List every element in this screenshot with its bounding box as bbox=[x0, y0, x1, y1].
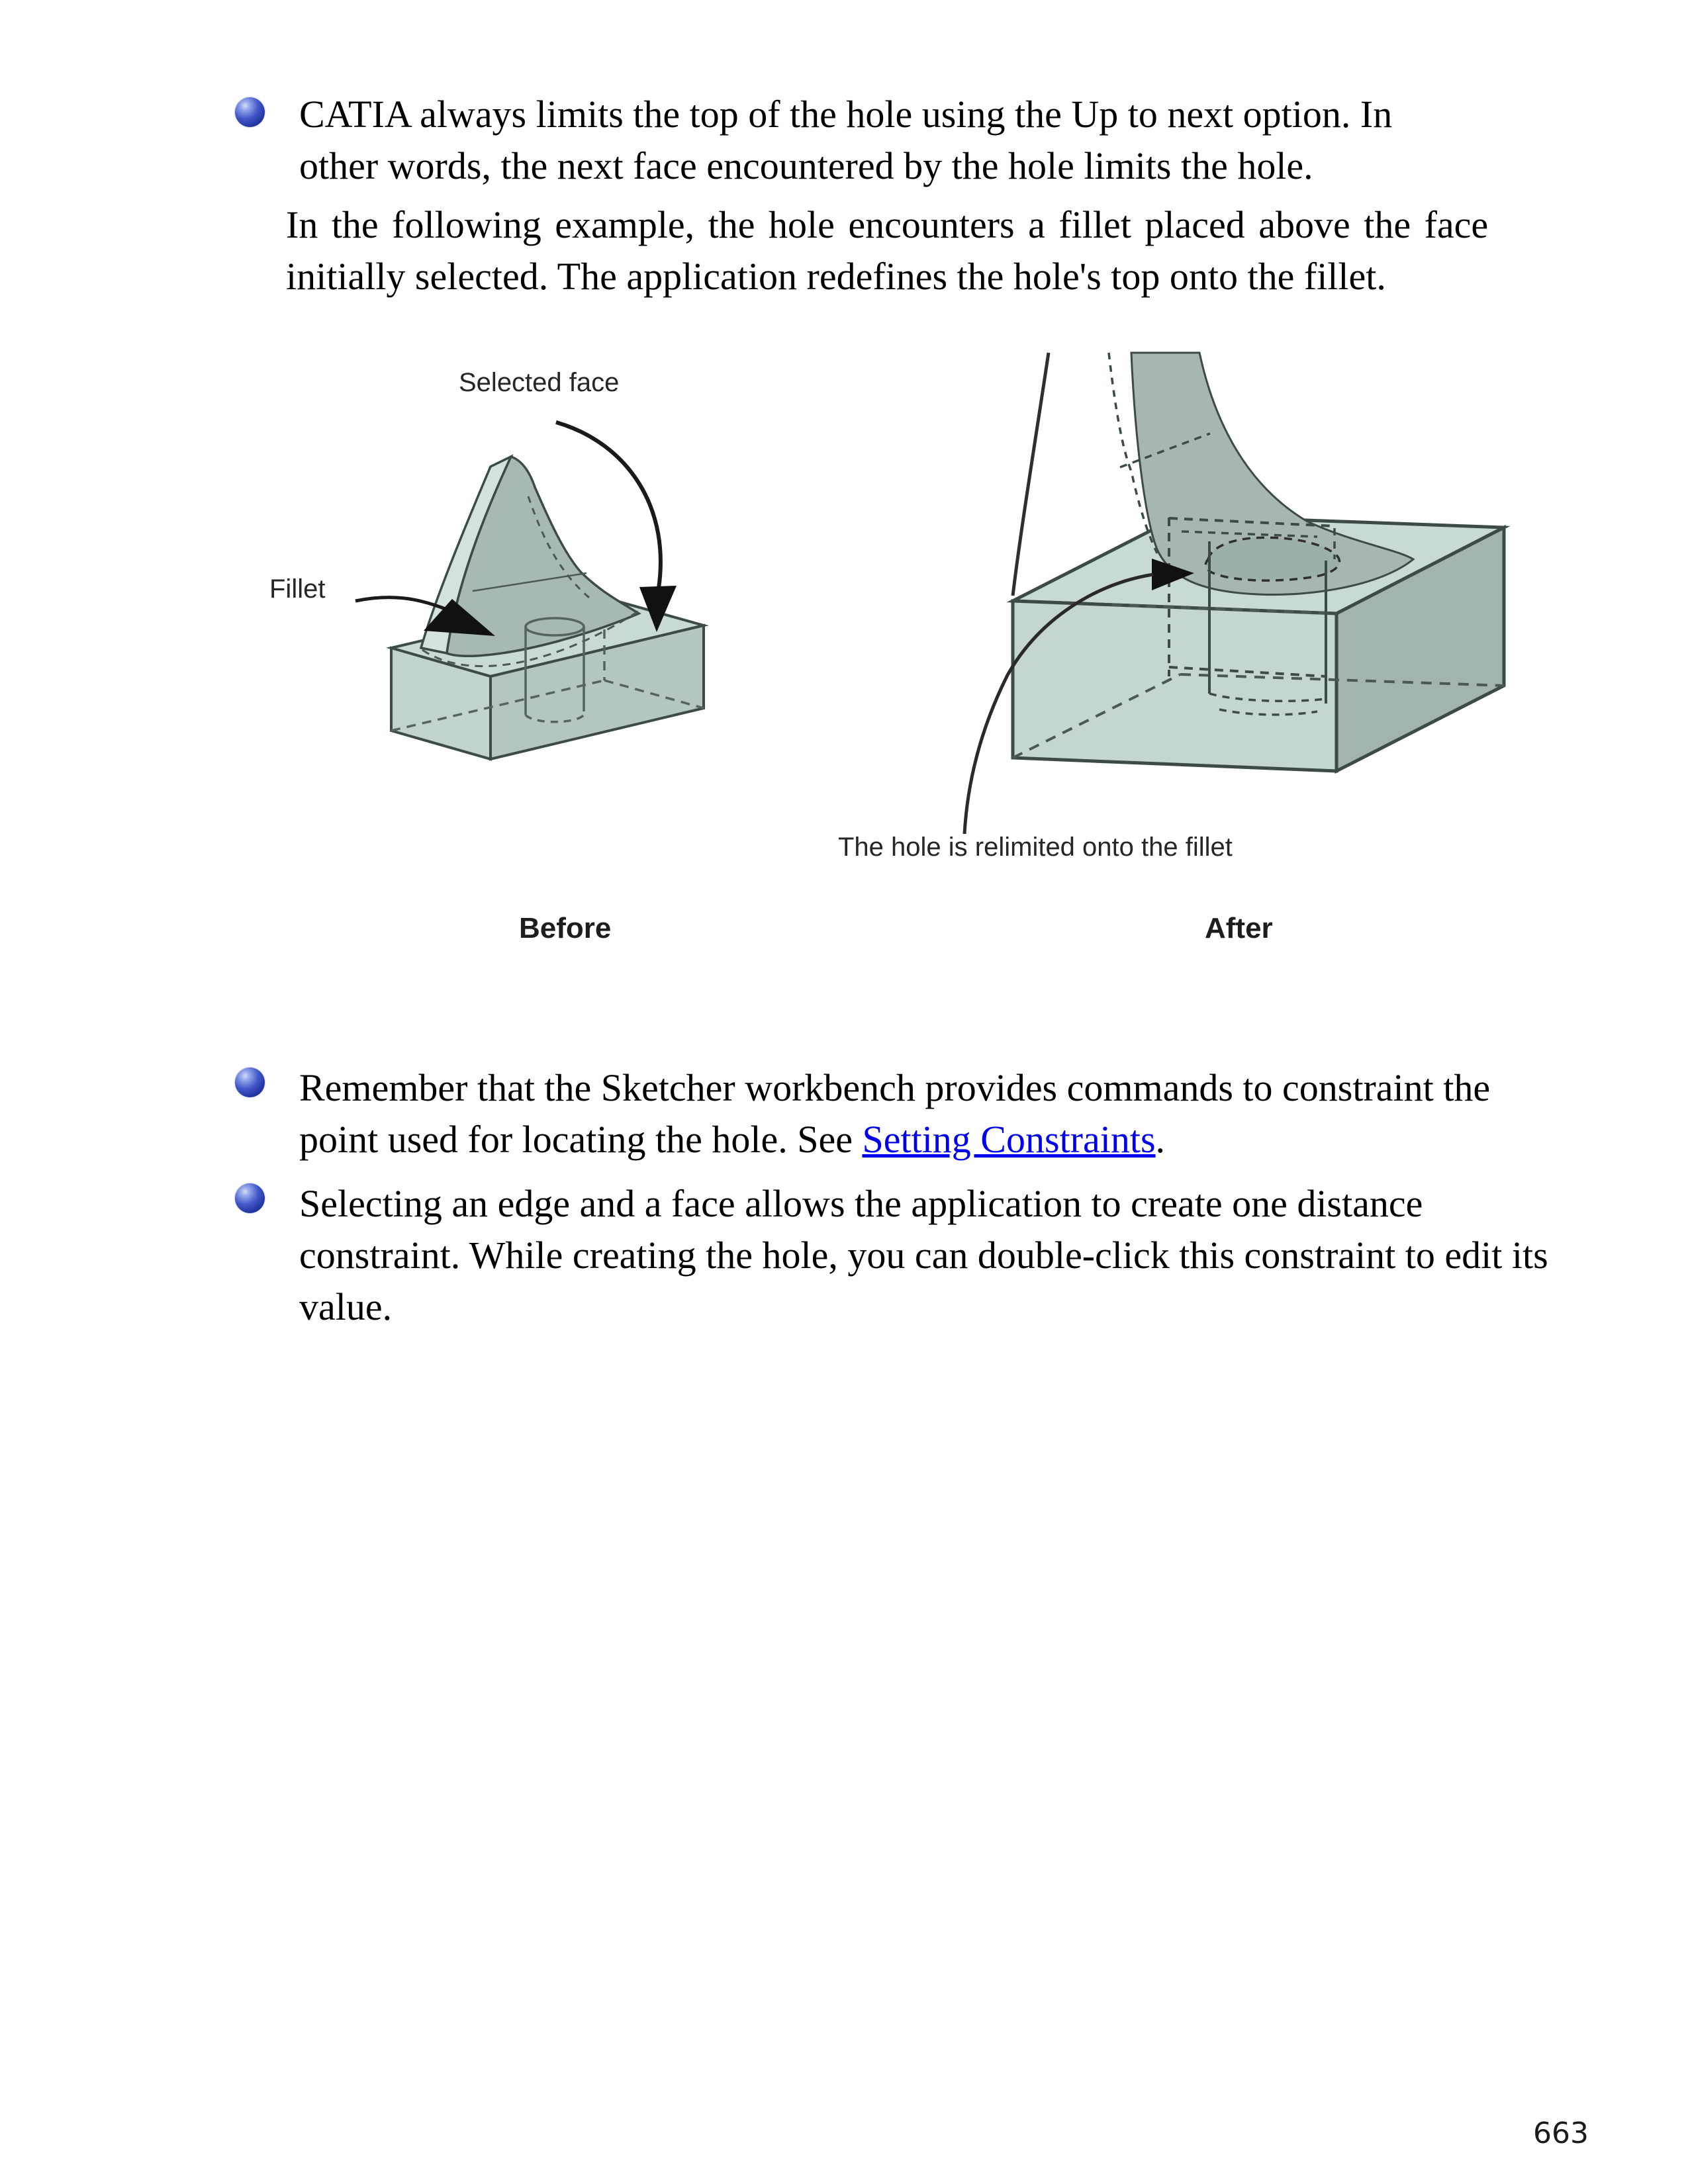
selected-face-label: Selected face bbox=[459, 368, 620, 397]
bullet-2-line-1: Remember that the Sketcher workbench provides commands to constraint the bbox=[299, 1066, 1491, 1109]
bullet-2-line-2-suffix: . bbox=[1155, 1118, 1166, 1161]
before-figure-illustration bbox=[258, 354, 722, 778]
bullet-sphere-icon bbox=[235, 1183, 265, 1213]
after-box-front-face bbox=[1013, 601, 1336, 771]
page-number: 663 bbox=[1533, 2116, 1589, 2150]
after-fin-silhouette bbox=[1013, 353, 1049, 596]
setting-constraints-link[interactable]: Setting Constraints bbox=[862, 1118, 1156, 1161]
bullet-3-line-3: value. bbox=[299, 1285, 393, 1328]
bullet-3-text bbox=[299, 1178, 1548, 1333]
bullet-1-line-2: other words, the next face encountered by the hole limits the hole. bbox=[299, 144, 1313, 187]
bullet-2-text bbox=[299, 1062, 1490, 1165]
bullet-2-line-2-prefix: point used for locating the hole. See bbox=[299, 1118, 863, 1161]
bullet-sphere-icon bbox=[235, 1068, 265, 1097]
after-figure-illustration bbox=[947, 331, 1529, 847]
after-caption: After bbox=[1205, 912, 1273, 944]
bullet-3-line-2: constraint. While creating the hole, you can double-click this constraint to edit its bbox=[299, 1234, 1548, 1277]
bullet-1-text bbox=[299, 89, 1392, 192]
bullet-2-line-2 bbox=[299, 1114, 1490, 1165]
bullet-1-line-1: CATIA always limits the top of the hole using the Up to next option. In bbox=[299, 93, 1393, 136]
before-caption: Before bbox=[519, 912, 612, 944]
intro-paragraph bbox=[286, 199, 1488, 302]
intro-paragraph-line-2: initially selected. The application redefines the hole's top onto the fillet. bbox=[286, 255, 1386, 298]
intro-paragraph-line-1: In the following example, the hole encounters a fillet placed above the face bbox=[286, 203, 1489, 246]
bullet-sphere-icon bbox=[235, 97, 265, 127]
fillet-label: Fillet bbox=[269, 574, 326, 604]
bullet-3-line-1: Selecting an edge and a face allows the application to create one distance bbox=[299, 1182, 1423, 1225]
relimited-hole-label: The hole is relimited onto the fillet bbox=[838, 833, 1233, 862]
